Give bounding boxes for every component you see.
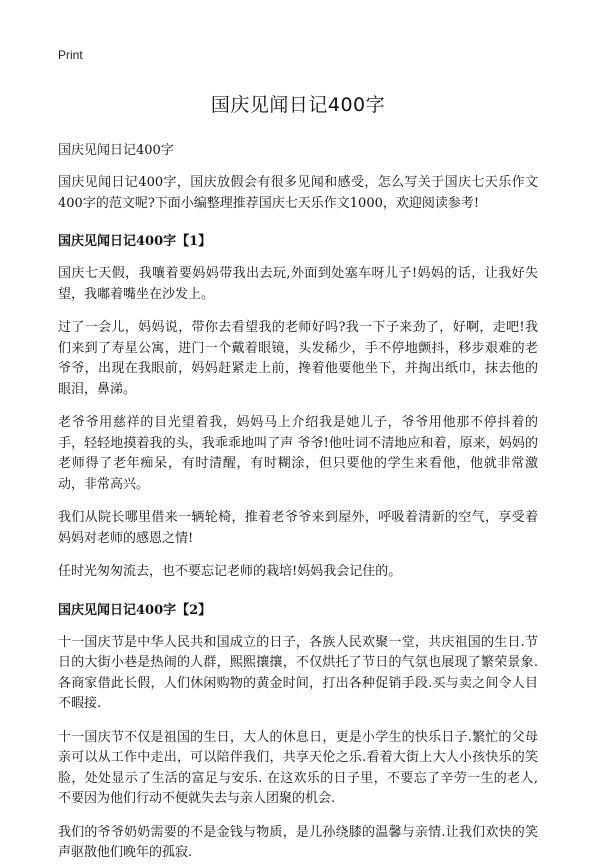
section-2 <box>58 601 538 864</box>
document-subtitle: 国庆见闻日记400字 <box>58 143 174 158</box>
body-paragraph: 十一国庆节是中华人民共和国成立的日子，各族人民欢聚一堂，共庆祖国的生日.节日的大街小巷是热闹的人群，熙熙攘攘，不仅烘托了节日的气氛也展现了繁荣景象.各商家借此长假，人们休闲购物的黄金时间，打出各种促销手段.买与卖之间令人目不暇接. <box>58 634 538 711</box>
section-heading: 国庆见闻日记400字【2】 <box>58 602 212 618</box>
body-paragraph: 十一国庆节不仅是祖国的生日，大人的休息日，更是小学生的快乐日子.繁忙的父母亲可以从工作中走出，可以陪伴我们，共享天伦之乐.看着大街上大人小孩快乐的笑脸，处处显示了生活的富足与安乐. 在这欢乐的日子里，不要忘了辛劳一生的老人,不要因为他们行动不便就失去与亲人团聚的机会. <box>58 729 538 806</box>
page-title: 国庆见闻日记400字 <box>210 94 386 116</box>
section-heading: 国庆见闻日记400字【1】 <box>58 234 212 249</box>
body-paragraph: 过了一会儿，妈妈说，带你去看望我的老师好吗?我一下子来劲了，好啊，走吧!我们来到了寿星公寓，进门一个戴着眼镜，头发稀少，手不停地颤抖，移步艰难的老爷爷，出现在我眼前，妈妈赶紧走上前，搀着他要他坐下，并掏出纸巾，抹去他的眼泪，鼻涕。 <box>58 320 538 397</box>
body-paragraph: 任时光匆匆流去，也不要忘记老师的栽培!妈妈我会记住的。 <box>58 564 402 579</box>
body-paragraph: 老爷爷用慈祥的目光望着我，妈妈马上介绍我是她儿子，爷爷用他那不停抖着的手，轻轻地摸着我的头，我乖乖地叫了声 爷爷!他吐词不清地应和着，原来，妈妈的老师得了老年痴呆，有时清醒，有时糊涂，但只要他的学生来看他，他就非常激动，非常高兴。 <box>58 415 538 492</box>
print-link[interactable]: Print <box>58 48 83 62</box>
body-paragraph: 国庆七天假，我嚷着要妈妈带我出去玩,外面到处塞车呀儿子!妈妈的话，让我好失望，我嘟着嘴坐在沙发上。 <box>58 266 538 302</box>
intro-paragraph: 国庆见闻日记400字，国庆放假会有很多见闻和感受，怎么写关于国庆七天乐作文400字的范文呢?下面小编整理推荐国庆七天乐作文1000，欢迎阅读参考! <box>58 175 538 211</box>
body-paragraph: 我们从院长哪里借来一辆轮椅，推着老爷爷来到屋外，呼吸着清新的空气，享受着妈妈对老师的感恩之情! <box>58 510 538 546</box>
body-paragraph: 我们的爷爷奶奶需要的不是金钱与物质，是儿孙绕膝的温馨与亲情.让我们欢快的笑声驱散他们晚年的孤寂. <box>58 824 538 860</box>
section-1 <box>58 232 538 583</box>
